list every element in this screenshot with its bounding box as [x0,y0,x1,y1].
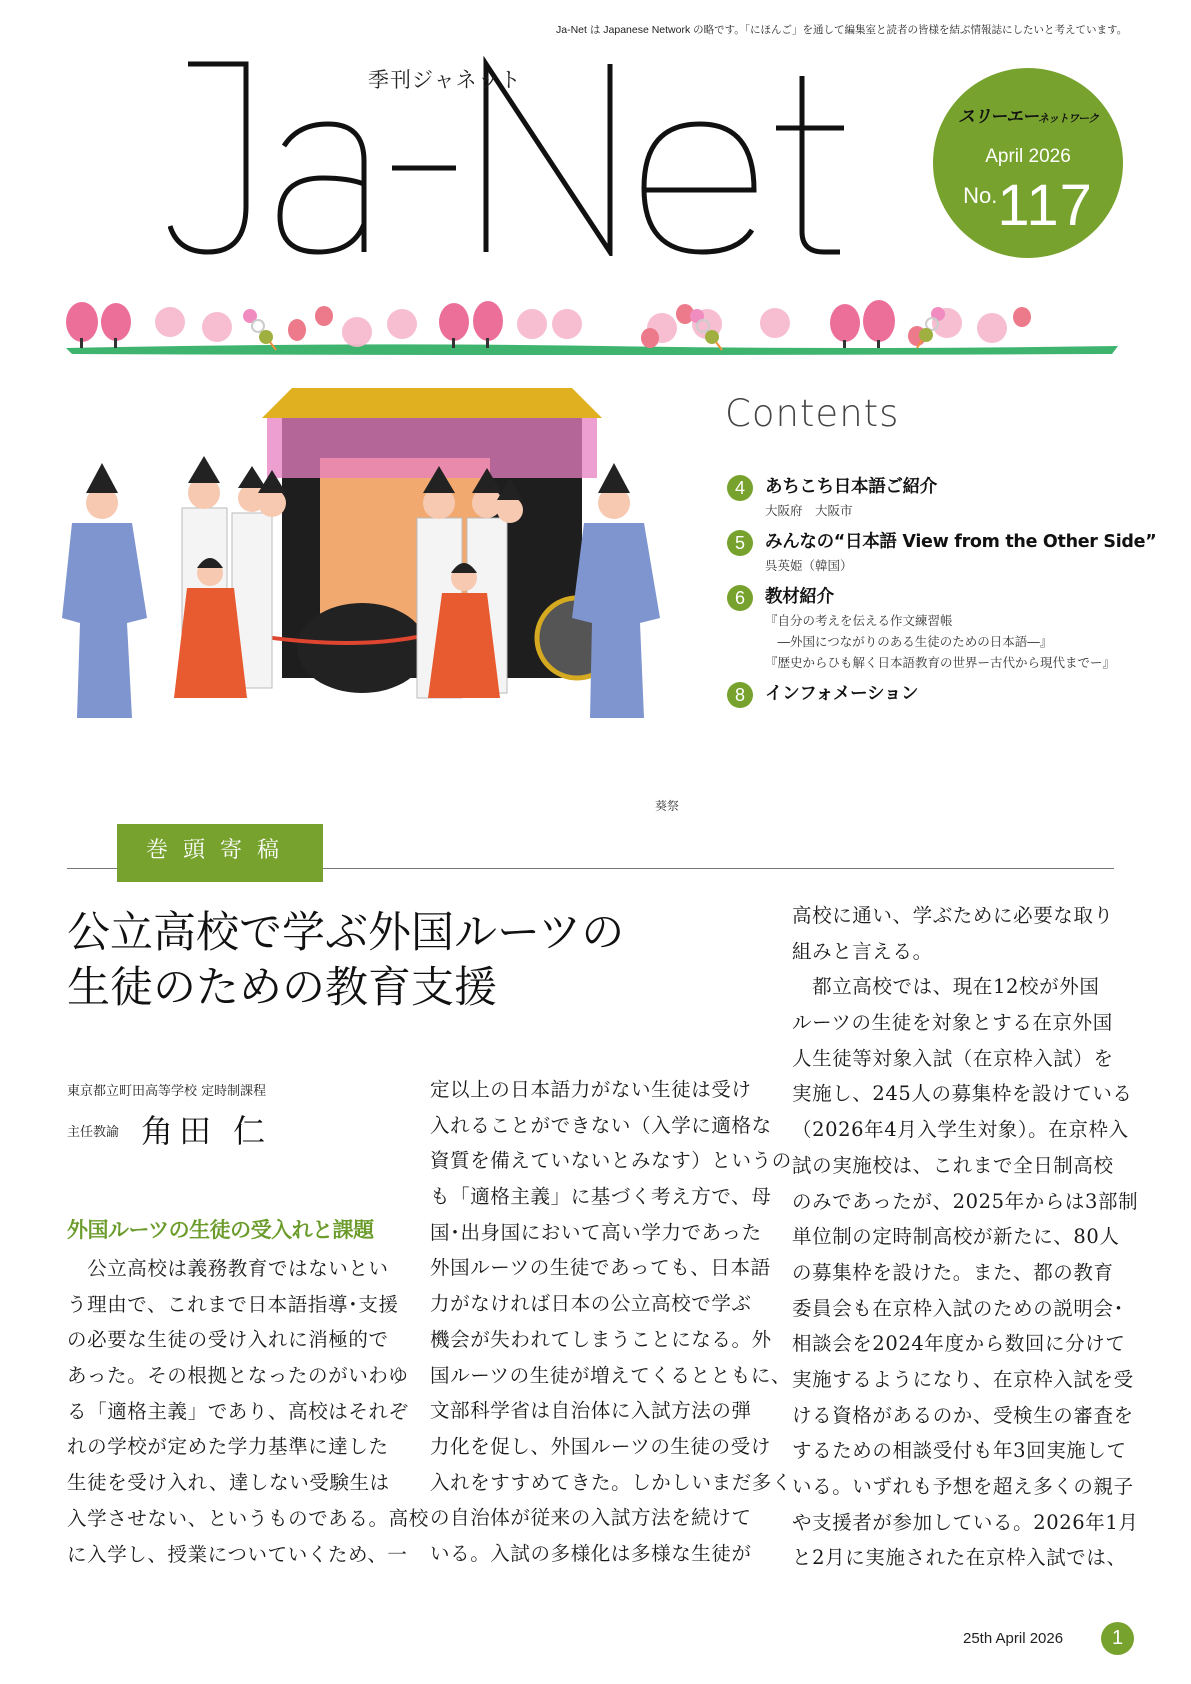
text-line: れの学校が定めた学力基準に達した [67,1435,389,1459]
text-line: 実施するようになり、在京枠入試を受 [792,1367,1134,1391]
toc-item[interactable] [727,474,1157,521]
text-line: う理由で、これまで日本語指導･支援 [67,1292,399,1316]
sakura-banner-illustration [62,290,1122,370]
text-line: 高校に通い、学ぶために必要な取り [792,904,1114,927]
text-line: あった。その根拠となったのがいわゆ [67,1364,409,1388]
headline-line: 生徒のための教育支援 [67,963,497,1013]
text-line: 外国ルーツの生徒であっても、日本語 [430,1256,771,1280]
text-line: 都立高校では、現在12校が外国 [792,975,1100,999]
page-number-circle-icon: 4 [727,475,753,501]
contents-heading: Contents [725,392,900,435]
text-line: ルーツの生徒を対象とする在京外国 [792,1011,1113,1035]
illustration-caption: 葵祭 [655,799,680,813]
toc-item-subtitle: 呉英姫（韓国） [765,558,853,573]
issue-month: April 2026 [985,146,1071,167]
text-line: も「適格主義」に基づく考え方で、母 [430,1185,772,1209]
author-affiliation: 東京都立町田高等学校 定時制課程 [67,1084,267,1099]
toc-item-subtitle: 『歴史からひも解く日本語教育の世界ー古代から現代までー』 [765,655,1116,670]
text-line: 機会が失われてしまうことになる。外 [430,1327,772,1351]
text-line: 公立高校は義務教育ではないとい [67,1257,389,1280]
text-line: 力化を促し、外国ルーツの生徒の受け [430,1434,771,1458]
text-line: 力がなければ日本の公立高校で学ぶ [430,1292,752,1316]
masthead-subtitle: 季刊ジャネット [368,68,522,92]
text-line: 入学させない、というものである。高校 [67,1506,429,1530]
toc-item-title: あちこち日本語ご紹介 [765,477,937,497]
toc-item-subtitle: 『自分の考えを伝える作文練習帳 [765,613,953,628]
text-line: 委員会も在京枠入試のための説明会･ [792,1296,1124,1320]
tagline: Ja-Net は Japanese Network の略です。「にほんご」を通して編集室と読者の皆様を結ぶ情報誌にしたいと考えています。 [556,24,1128,36]
article-headline [67,906,687,1016]
text-line: 文部科学省は自治体に入試方法の弾 [430,1399,752,1423]
text-line: の募集枠を設けた。また、都の教育 [792,1260,1114,1284]
issue-badge [933,68,1123,258]
text-line: いる。入試の多様化は多様な生徒が [430,1541,752,1565]
toc-item[interactable] [727,681,1157,707]
table-of-contents [727,474,1157,715]
text-line: 単位制の定時制高校が新たに、80人 [792,1225,1120,1249]
text-line: 入れることができない（入学に適格な [430,1113,772,1137]
headline-line: 公立高校で学ぶ外国ルーツの [67,908,625,958]
text-line: や支援者が参加している。2026年1月 [792,1510,1139,1534]
text-line: の必要な生徒の受け入れに消極的で [67,1328,389,1352]
toc-item-subtitle: ―外国につながりのある生徒のための日本語―』 [765,634,1053,649]
text-line: 国ルーツの生徒が増えてくるとともに、 [430,1363,792,1387]
text-line: のみであったが、2025年からは3部制 [792,1189,1139,1213]
toc-item-title: 教材紹介 [765,587,834,607]
text-line: 生徒を受け入れ、達しない受験生は [67,1471,390,1495]
toc-item-title: みんなの“日本語 View from the Other Side” [765,532,1157,552]
publisher-brand: スリーエーネットワーク [958,107,1098,127]
page-number-circle-icon: 5 [727,530,753,556]
text-line: 試の実施校は、これまで全日制高校 [792,1153,1114,1177]
text-line: 定以上の日本語力がない生徒は受け [430,1078,752,1101]
text-line: と2月に実施された在京枠入試では、 [792,1546,1127,1570]
text-line: 実施し、245人の募集枠を設けている [792,1082,1133,1106]
text-line: 入れをすすめてきた。しかしいまだ多く [430,1470,792,1494]
text-line: （2026年4月入学生対象）。在京枠入 [792,1118,1129,1142]
ja-net-logo-icon [168,56,908,256]
text-line: ける資格があるのか、受検生の審査を [792,1403,1134,1427]
text-line: いる。いずれも予想を超え多くの親子 [792,1475,1134,1498]
masthead-logo [168,56,908,256]
toc-item[interactable] [727,584,1157,673]
page-number-badge: 1 [1101,1622,1134,1655]
text-line: に入学し、授業についていくため、一 [67,1542,408,1566]
author-role: 主任教諭 [67,1125,120,1140]
text-line: の自治体が従来の入試方法を続けて [430,1506,752,1530]
section-tag: 巻頭寄稿 [117,824,323,882]
text-line: 国･出身国において高い学力であった [430,1220,762,1244]
toc-item-title: インフォメーション [765,684,919,704]
toc-item[interactable] [727,529,1157,576]
article-subheading: 外国ルーツの生徒の受入れと課題 [67,1218,374,1242]
text-line: 相談会を2024年度から数回に分けて [792,1332,1126,1356]
text-line: 組みと言える。 [792,939,933,963]
text-line: するための相談受付も年3回実施して [792,1439,1127,1463]
footer-date: 25th April 2026 [963,1630,1064,1647]
text-line: る「適格主義」であり、高校はそれぞ [67,1399,409,1423]
page-number-circle-icon: 6 [727,585,753,611]
article-column-1 [67,1251,429,1572]
issue-number: No.117 [963,173,1093,238]
toc-item-subtitle: 大阪府 大阪市 [765,503,853,518]
article-column-2 [430,1072,792,1572]
text-line: 人生徒等対象入試（在京枠入試）を [792,1046,1114,1070]
page-number-circle-icon: 8 [727,682,753,708]
author-name: 角田 仁 [141,1112,272,1150]
aoi-matsuri-illustration [62,378,662,778]
text-line: 資質を備えていないとみなす）というの [430,1149,792,1173]
article-column-3 [792,898,1138,1576]
